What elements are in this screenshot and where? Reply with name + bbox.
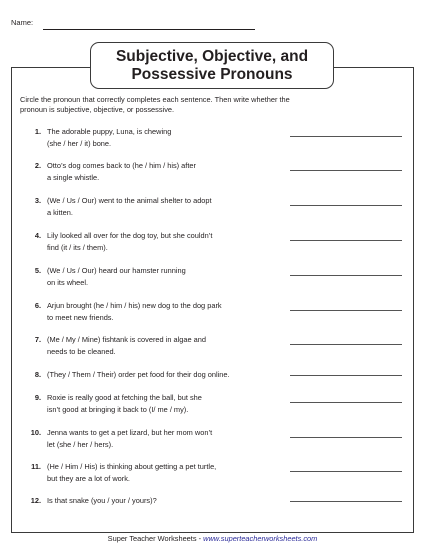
answer-line[interactable] <box>290 240 402 241</box>
question-number: 6. <box>34 301 41 310</box>
footer-separator: - <box>196 534 204 543</box>
question-line2: needs to be cleaned. <box>47 347 116 356</box>
question-number: 2. <box>34 161 41 170</box>
question-number: 3. <box>34 196 41 205</box>
question-line2: a single whistle. <box>47 173 100 182</box>
question-line2: but they are a lot of work. <box>47 474 130 483</box>
title-box <box>90 42 334 89</box>
answer-line[interactable] <box>290 437 402 438</box>
question-line1: (He / Him / His) is thinking about getting a pet turtle, <box>47 462 217 471</box>
question-line1: (They / Them / Their) order pet food for their dog online. <box>47 370 230 379</box>
question-line1: The adorable puppy, Luna, is chewing <box>47 127 172 136</box>
answer-line[interactable] <box>290 136 402 137</box>
question-line2: on its wheel. <box>47 278 89 287</box>
answer-line[interactable] <box>290 170 402 171</box>
answer-line[interactable] <box>290 275 402 276</box>
question-line1: (Me / My / Mine) fishtank is covered in algae and <box>47 335 206 344</box>
answer-line[interactable] <box>290 471 402 472</box>
question-line2: to meet new friends. <box>47 313 114 322</box>
question-line1: Roxie is really good at fetching the ball, but she <box>47 393 202 402</box>
answer-line[interactable] <box>290 205 402 206</box>
question-line1: Is that snake (you / your / yours)? <box>47 496 157 505</box>
answer-line[interactable] <box>290 375 402 376</box>
question-number: 5. <box>34 266 41 275</box>
question-number: 7. <box>34 335 41 344</box>
question-line2: isn’t good at bringing it back to (I/ me / my). <box>47 405 189 414</box>
question-line1: Jenna wants to get a pet lizard, but her mom won’t <box>47 428 213 437</box>
question-line2: a kitten. <box>47 208 73 217</box>
question-line2: let (she / her / hers). <box>47 440 114 449</box>
answer-line[interactable] <box>290 501 402 502</box>
question-number: 4. <box>34 231 41 240</box>
footer-url-link[interactable]: www.superteacherworksheets.com <box>203 534 318 543</box>
question-line1: Otto’s dog comes back to (he / him / his) after <box>47 161 196 170</box>
question-number: 8. <box>34 370 41 379</box>
question-line2: find (it / its / them). <box>47 243 108 252</box>
instructions-line1: Circle the pronoun that correctly completes each sentence. Then write whether the <box>20 95 290 104</box>
answer-line[interactable] <box>290 344 402 345</box>
footer <box>0 534 425 544</box>
question-line1: (We / Us / Our) heard our hamster running <box>47 266 186 275</box>
question-line1: Arjun brought (he / him / his) new dog to the dog park <box>47 301 222 310</box>
question-line1: (We / Us / Our) went to the animal shelter to adopt <box>47 196 212 205</box>
name-row <box>11 18 33 27</box>
question-line1: Lily looked all over for the dog toy, but she couldn’t <box>47 231 213 240</box>
question-line2: (she / her / it) bone. <box>47 139 112 148</box>
name-label: Name: <box>11 18 34 27</box>
name-line[interactable] <box>43 29 255 30</box>
question-number: 10. <box>30 428 41 437</box>
question-number: 12. <box>30 496 41 505</box>
instructions-line2: pronoun is subjective, objective, or possessive. <box>20 104 175 114</box>
answer-line[interactable] <box>290 402 402 403</box>
question-number: 11. <box>31 462 41 471</box>
page-title-line2: Possessive Pronouns <box>131 65 293 83</box>
footer-brand: Super Teacher Worksheets <box>107 534 197 543</box>
page-title-line1: Subjective, Objective, and <box>115 47 309 65</box>
instructions <box>20 95 400 114</box>
question-number: 1. <box>34 127 41 136</box>
answer-line[interactable] <box>290 310 402 311</box>
question-number: 9. <box>34 393 41 402</box>
